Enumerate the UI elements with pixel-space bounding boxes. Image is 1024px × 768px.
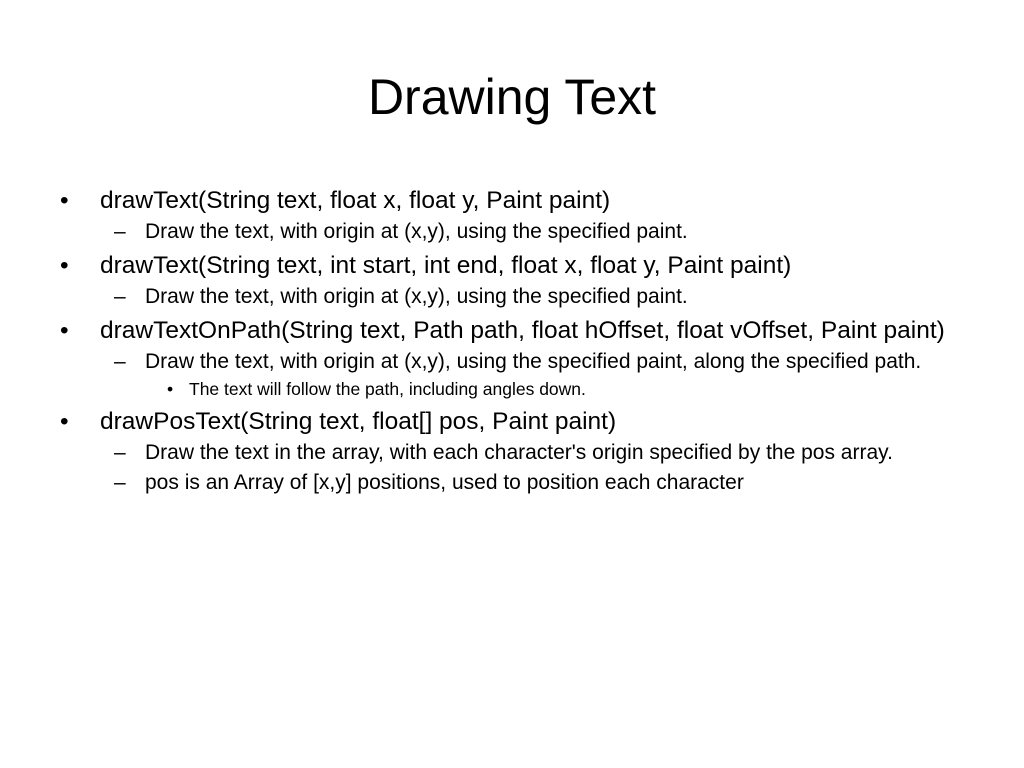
list-item: [56, 186, 976, 215]
list-item: [56, 469, 976, 496]
list-item: [56, 407, 976, 436]
list-item: [56, 377, 976, 401]
bullet-marker: •: [60, 187, 69, 214]
slide-title: Drawing Text: [367, 69, 657, 125]
list-item-text: drawText(String text, float x, float y, Paint paint): [100, 187, 611, 214]
list-item: [56, 348, 976, 375]
list-item: [56, 218, 976, 245]
bullet-marker: •: [60, 408, 69, 435]
dash-marker: –: [114, 350, 126, 373]
list-item-text: drawTextOnPath(String text, Path path, float hOffset, float vOffset, Paint paint): [100, 317, 945, 344]
list-item-text: drawPosText(String text, float[] pos, Paint paint): [100, 408, 617, 435]
list-item: [56, 251, 976, 280]
list-item: [56, 316, 976, 345]
list-item-text: Draw the text, with origin at (x,y), using the specified paint, along the specified path.: [145, 350, 922, 373]
dash-marker: –: [114, 220, 126, 243]
dash-marker: –: [114, 471, 126, 494]
list-item: [56, 283, 976, 310]
bullet-marker: •: [60, 317, 69, 344]
list-item-text: Draw the text, with origin at (x,y), using the specified paint.: [145, 220, 688, 243]
dash-marker: –: [114, 441, 126, 464]
bullet-marker: •: [167, 379, 174, 399]
list-item-text: The text will follow the path, including angles down.: [189, 379, 586, 399]
list-item-text: drawText(String text, int start, int end, float x, float y, Paint paint): [100, 252, 792, 279]
list-item: [56, 439, 976, 466]
dash-marker: –: [114, 285, 126, 308]
list-item-text: Draw the text in the array, with each character's origin specified by the pos array.: [145, 441, 893, 464]
bullet-list: [56, 180, 976, 496]
list-item-text: Draw the text, with origin at (x,y), using the specified paint.: [145, 285, 688, 308]
list-item-text: pos is an Array of [x,y] positions, used to position each character: [145, 471, 744, 494]
bullet-marker: •: [60, 252, 69, 279]
